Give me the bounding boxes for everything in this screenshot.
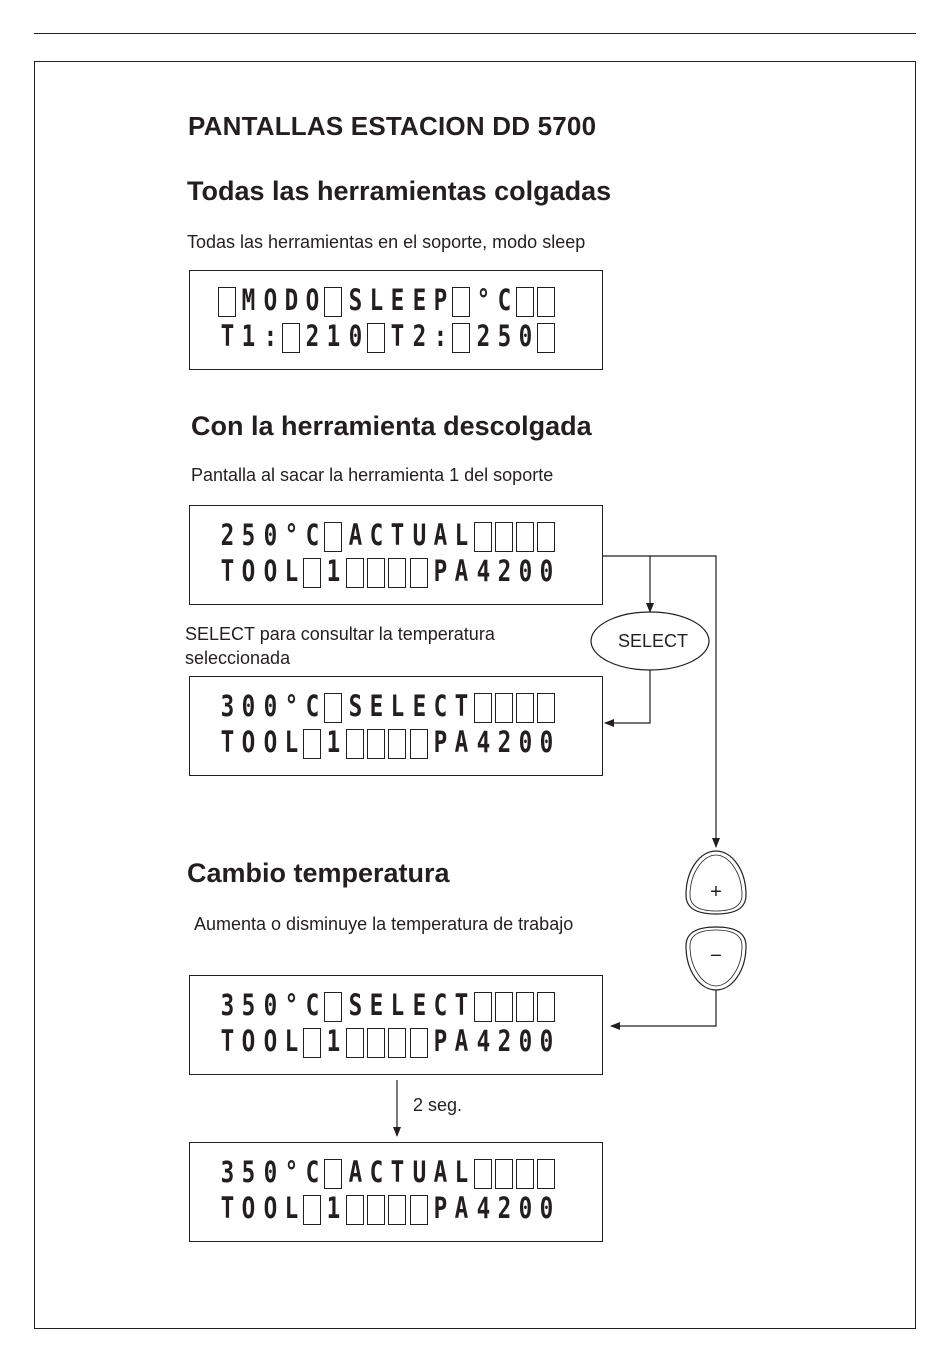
lcd-char-cell: 0 — [241, 693, 255, 723]
lcd-char-cell: 0 — [348, 323, 362, 353]
lcd-char-cell: 4 — [476, 729, 489, 759]
lcd-char-cell: 3 — [220, 1159, 234, 1189]
lcd-char-cell: : — [433, 323, 447, 353]
lcd-char-cell: 0 — [540, 1195, 553, 1225]
lcd-char-cell: O — [263, 287, 277, 317]
lcd-char-cell: 1 — [327, 1195, 340, 1225]
lcd-char-cell: L — [284, 729, 298, 759]
select-caption-line-1: SELECT para consultar la temperatura — [185, 624, 495, 644]
lcd-char-cell: 5 — [241, 522, 255, 552]
lcd-char-cell: T — [390, 323, 404, 353]
page-title: PANTALLAS ESTACION DD 5700 — [188, 111, 597, 141]
lcd-char-cell: S — [348, 992, 362, 1022]
lcd-char-cell: T — [220, 1195, 234, 1225]
lcd-char-cell: 2 — [476, 323, 489, 353]
arrow-select-to-lcd — [605, 670, 650, 723]
lcd-char-cell: E — [369, 992, 383, 1022]
lcd-char-cell: P — [433, 1195, 447, 1225]
lcd-char-cell: C — [305, 522, 319, 552]
lcd-char-cell: 5 — [497, 323, 511, 353]
select-button-label: SELECT — [617, 631, 689, 651]
plus-button[interactable] — [686, 851, 746, 914]
lcd-char-cell: A — [454, 729, 468, 759]
lcd-char-cell: M — [241, 287, 255, 317]
lcd-char-cell: S — [348, 287, 362, 317]
lcd-char-cell: A — [433, 1159, 447, 1189]
lcd-char-cell: ° — [284, 693, 298, 723]
lcd-char-cell: 0 — [263, 693, 277, 723]
lcd-char-cell: 0 — [263, 992, 277, 1022]
lcd-char-cell: T — [220, 558, 234, 588]
lcd-char-cell: O — [241, 729, 255, 759]
section-heading-temp-change: Cambio temperatura — [187, 858, 450, 888]
delay-label: 2 seg. — [413, 1095, 463, 1115]
lcd-char-cell: D — [284, 287, 298, 317]
select-caption-line-2: seleccionada — [185, 648, 291, 668]
lcd-char-cell: O — [263, 1028, 277, 1058]
lcd-char-cell: 3 — [220, 693, 234, 723]
lcd-char-cell: 0 — [518, 323, 532, 353]
lcd-char-cell: 1 — [327, 1028, 340, 1058]
lcd-char-cell: 0 — [540, 1028, 553, 1058]
lcd-char-cell: 2 — [497, 558, 511, 588]
lcd-char-cell: T — [390, 522, 404, 552]
lcd-char-cell: ° — [284, 1159, 298, 1189]
lcd-char-cell: O — [263, 558, 277, 588]
lcd-char-cell: 0 — [540, 729, 553, 759]
lcd-char-cell: C — [433, 992, 447, 1022]
lcd-char-cell: L — [369, 287, 383, 317]
lcd-char-cell: P — [433, 1028, 447, 1058]
lcd-char-cell: C — [305, 992, 319, 1022]
lcd-char-cell: L — [284, 1028, 298, 1058]
lcd-char-cell: 2 — [497, 1028, 511, 1058]
lcd-char-cell: : — [263, 323, 277, 353]
lcd-char-cell: 2 — [497, 1195, 511, 1225]
arrow-minus-to-lcd — [611, 990, 716, 1026]
lcd-char-cell: L — [454, 1159, 468, 1189]
lcd-char-cell: T — [220, 323, 234, 353]
lcd-char-cell: E — [412, 693, 426, 723]
section-heading-unhung-tool: Con la herramienta descolgada — [191, 411, 592, 441]
lcd-char-cell: O — [263, 1195, 277, 1225]
lcd-char-cell: A — [348, 522, 362, 552]
lcd-char-cell: L — [454, 522, 468, 552]
lcd-char-cell: C — [369, 522, 383, 552]
lcd-char-cell: 4 — [476, 1028, 489, 1058]
lcd-char-cell: T — [454, 992, 468, 1022]
lcd-char-cell: E — [412, 992, 426, 1022]
lcd-char-cell: A — [454, 1195, 468, 1225]
lcd-char-cell: 0 — [540, 558, 553, 588]
lcd-char-cell: 5 — [241, 992, 255, 1022]
lcd-char-cell: E — [369, 693, 383, 723]
lcd-char-cell: S — [348, 693, 362, 723]
lcd-char-cell: P — [433, 287, 447, 317]
lcd-char-cell: 0 — [518, 1028, 532, 1058]
lcd-char-cell: A — [454, 558, 468, 588]
arrow-to-select — [603, 556, 650, 612]
lcd-char-cell: 0 — [518, 558, 532, 588]
lcd-char-cell: 2 — [412, 323, 426, 353]
plus-icon: + — [710, 881, 722, 903]
minus-button[interactable] — [686, 927, 746, 990]
lcd-char-cell: O — [263, 729, 277, 759]
lcd-char-cell: C — [433, 693, 447, 723]
lcd-char-cell: 5 — [241, 1159, 255, 1189]
lcd-char-cell: O — [241, 1028, 255, 1058]
lcd-char-cell: ° — [284, 992, 298, 1022]
lcd-char-cell: O — [305, 287, 319, 317]
lcd-char-cell: T — [220, 729, 234, 759]
section-caption-remove-tool: Pantalla al sacar la herramienta 1 del soporte — [191, 465, 554, 485]
lcd-char-cell: 1 — [327, 323, 340, 353]
lcd-char-cell: C — [369, 1159, 383, 1189]
lcd-char-cell: P — [433, 558, 447, 588]
lcd-char-cell: L — [390, 693, 404, 723]
lcd-char-cell: U — [412, 1159, 426, 1189]
section-caption-temp-change: Aumenta o disminuye la temperatura de trabajo — [194, 914, 574, 934]
lcd-char-cell: U — [412, 522, 426, 552]
lcd-char-cell: ° — [284, 522, 298, 552]
lcd-char-cell: C — [497, 287, 511, 317]
lcd-char-cell: 3 — [220, 992, 234, 1022]
lcd-char-cell: L — [284, 1195, 298, 1225]
lcd-char-cell: E — [390, 287, 404, 317]
lcd-char-cell: C — [305, 1159, 319, 1189]
lcd-char-cell: L — [390, 992, 404, 1022]
lcd-char-cell: T — [390, 1159, 404, 1189]
lcd-char-cell: 4 — [476, 558, 489, 588]
lcd-char-cell: A — [454, 1028, 468, 1058]
lcd-char-cell: ° — [476, 287, 489, 317]
lcd-char-cell: O — [241, 558, 255, 588]
lcd-char-cell: L — [284, 558, 298, 588]
lcd-char-cell: 2 — [305, 323, 319, 353]
lcd-char-cell: C — [305, 693, 319, 723]
lcd-char-cell: T — [454, 693, 468, 723]
lcd-char-cell: 0 — [518, 1195, 532, 1225]
lcd-char-cell: 1 — [327, 729, 340, 759]
lcd-char-cell: A — [348, 1159, 362, 1189]
lcd-char-cell: 1 — [241, 323, 255, 353]
lcd-char-cell: 2 — [497, 729, 511, 759]
lcd-char-cell: 1 — [327, 558, 340, 588]
lcd-char-cell: T — [220, 1028, 234, 1058]
section-caption-sleep: Todas las herramientas en el soporte, modo sleep — [187, 232, 586, 252]
arrow-to-plus-minus — [650, 556, 716, 847]
minus-icon: − — [710, 945, 722, 967]
lcd-char-cell: O — [241, 1195, 255, 1225]
lcd-char-cell: 0 — [263, 1159, 277, 1189]
section-heading-hung-tools: Todas las herramientas colgadas — [187, 176, 612, 206]
lcd-char-cell: 0 — [518, 729, 532, 759]
lcd-char-cell: 0 — [263, 522, 277, 552]
lcd-char-cell: P — [433, 729, 447, 759]
lcd-char-cell: E — [412, 287, 426, 317]
lcd-char-cell: A — [433, 522, 447, 552]
lcd-char-cell: 2 — [220, 522, 234, 552]
select-button[interactable] — [591, 612, 709, 670]
lcd-char-cell: 4 — [476, 1195, 489, 1225]
